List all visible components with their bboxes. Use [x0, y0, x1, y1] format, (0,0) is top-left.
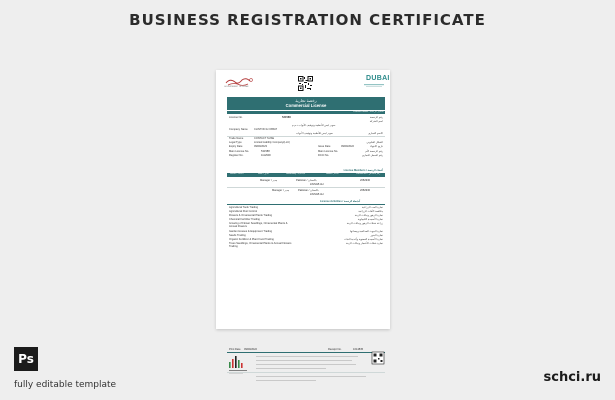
footer-text-line	[256, 360, 352, 361]
members-header-role: Role / الدور	[258, 173, 269, 176]
detail-label: Main License No.	[229, 150, 250, 153]
detail-arabic-label: رقم الرخصة الأم	[365, 150, 383, 153]
qr-code-icon	[298, 76, 313, 91]
license-members-label: License Members / أعضاء الرخصة	[343, 169, 383, 172]
activity-en: Organic Fertilizer & Plant Food Trading	[229, 238, 274, 241]
company-name-value: CLINTON & OXBAT	[254, 128, 278, 131]
emblem-stamp-icon	[226, 353, 252, 377]
member-name: ZAINAB ALI	[310, 183, 324, 186]
issue-date-label: Issue Date	[318, 145, 331, 148]
trade-name-arabic: سوبر ليس للأنظمة وتوقيف الأبواب	[296, 132, 333, 135]
detail-arabic-label: رقم السجل التجاري	[361, 154, 383, 157]
license-details-label: License Details / تفاصيل الرخصة	[353, 110, 384, 113]
footer-text-line	[256, 364, 356, 365]
detail-arabic-label: رقم الرخصة	[369, 116, 383, 119]
detail-arabic-label: الشكل القانوني	[366, 141, 383, 144]
activity-ar: تجارة الأسمدة الكيماوية	[357, 218, 383, 221]
company-name-arabic: سوبر ليس للأنظمة وتوقيف الأبواب ذ.م.م	[292, 124, 336, 127]
row-divider	[227, 187, 385, 188]
detail-arabic-label: اسم الشركة	[369, 120, 383, 123]
activity-en: Trees Seedlings, Ornamental Plants & Annual Flowers Trading	[229, 242, 292, 249]
members-header-name: Name / الاسم	[326, 173, 339, 176]
activity-ar: زراعة شتلات الزهور ونباتات الزينة	[346, 222, 383, 225]
dubai-logo-underline-icon	[364, 84, 384, 88]
member-nationality: Pakistan / باكستان	[298, 189, 319, 192]
member-role: Manager / مدير	[260, 179, 278, 182]
government-caption: GOVERNMENT OF DUBAI	[224, 86, 249, 88]
activity-en: Agricultural Pest Control	[229, 210, 257, 213]
member-person-no: 2082930	[360, 179, 371, 182]
member-role: Manager / مدير	[272, 189, 290, 192]
detail-label: Trade Name	[229, 137, 244, 140]
issue-date-value: 09/09/2022	[341, 145, 354, 148]
detail-label: Legal Type	[229, 141, 242, 144]
trade-name-value: CONTACT SUSE	[254, 137, 275, 140]
detail-label: License No.	[229, 116, 243, 119]
activity-ar: تجارة البذور	[370, 234, 383, 237]
footer-divider	[227, 372, 385, 373]
legal-type-value: Limited Liability Company(LLC)	[254, 141, 291, 144]
detail-label: Expiry Date	[229, 145, 243, 148]
members-header-share: Share / الحصة	[230, 173, 244, 176]
photoshop-icon: Ps	[14, 347, 38, 371]
footer-text-line	[256, 368, 326, 369]
banner-arabic-title: رخصة تجارية	[295, 98, 317, 103]
expiry-date-value: 09/09/2023	[254, 145, 267, 148]
detail-arabic-label: تاريخ الانتهاء	[370, 145, 383, 148]
footer-text-line	[256, 376, 366, 377]
row-divider	[227, 136, 385, 137]
receipt-value: 1614835	[353, 348, 364, 351]
register-no-value: 1112900	[261, 154, 271, 157]
page-title: BUSINESS REGISTRATION CERTIFICATE	[129, 11, 486, 29]
receipt-label: Receipt No.	[328, 348, 342, 351]
site-watermark: schci.ru	[543, 370, 601, 385]
activity-en: Chemical Fertilizer Trading	[229, 218, 260, 221]
detail-value: 531588	[282, 116, 291, 119]
footer-text-line	[256, 380, 316, 381]
dcci-label: DCCI No.	[318, 154, 330, 157]
activity-en: Flowers & Ornamental Plants Trading	[229, 214, 273, 217]
members-header-person-no: Person No. / رقم الشخص	[356, 173, 381, 176]
activity-ar: مكافحة الآفات الزراعية	[358, 210, 383, 213]
activity-ar: تجارة شتلات الأشجار ونباتات الزينة	[345, 242, 383, 245]
member-person-no: 2082930	[360, 189, 371, 192]
main-license-value: 531588	[261, 150, 270, 153]
print-date-label: Print Date	[229, 348, 241, 351]
print-date-value: 09/09/2022	[244, 348, 257, 351]
activity-en: Seeds Trading	[229, 234, 246, 237]
detail-label: Company Name	[229, 128, 248, 131]
members-header-nationality: Nationality / الجنسية	[286, 173, 306, 176]
detail-arabic-label: الاسم التجاري	[368, 132, 383, 135]
activities-divider	[227, 204, 385, 205]
main-license-label: Main License No.	[318, 150, 339, 153]
activity-ar: تجارة الزهور ونباتات الزينة	[354, 214, 383, 217]
detail-label: Register No.	[229, 154, 244, 157]
activity-en: Growing of Flower Seedlings, Ornamental Plants & Annual Flowers	[229, 222, 288, 229]
member-name: ZAINAB ALI	[310, 193, 324, 196]
activity-en: Garden Houses & Equipment Trading	[229, 230, 273, 233]
banner-english-title: Commercial License	[285, 103, 327, 108]
member-nationality: Pakistan / باكستان	[296, 179, 317, 182]
license-banner	[227, 97, 385, 110]
activity-ar: تجارة العدد الزراعية	[361, 206, 383, 209]
license-activities-label: License Activities / أنشطة الرخصة	[320, 200, 361, 203]
dubai-logo: DUBAI	[366, 75, 390, 82]
activity-en: Agricultural Tools Trading	[229, 206, 259, 209]
verification-seal-icon	[372, 352, 384, 364]
activity-ar: تجارة الأسمدة العضوية وأغذية النبات	[344, 238, 383, 241]
footer-text-line	[256, 356, 358, 357]
activity-ar: تجارة البيوت الحدائقية ومعداتها	[350, 230, 383, 233]
template-caption: fully editable template	[14, 380, 117, 390]
certificate-document	[216, 70, 390, 351]
